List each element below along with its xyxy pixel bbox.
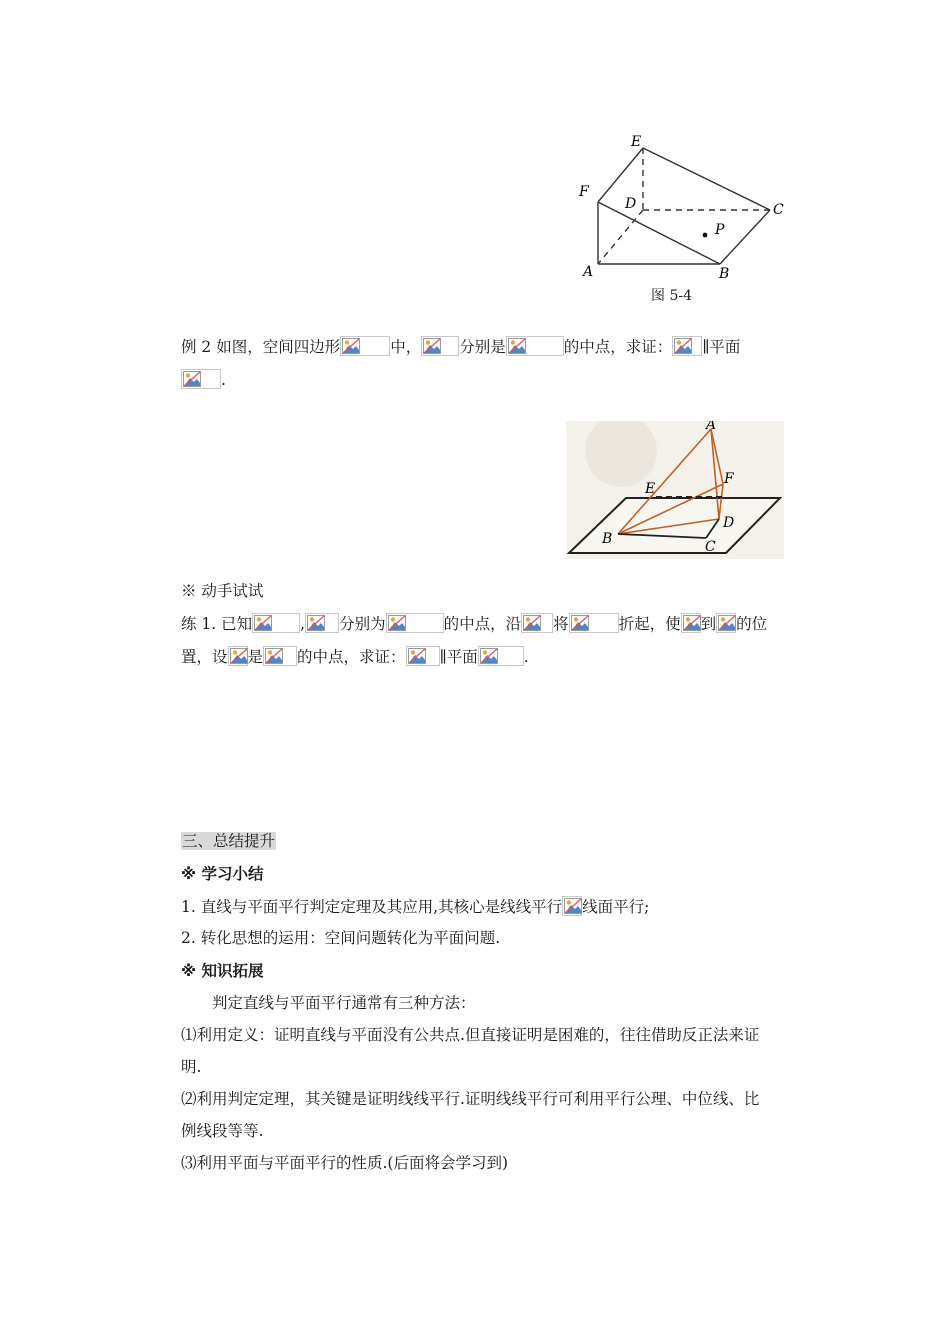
practice-text: 是: [247, 648, 264, 666]
practice-text: 将: [553, 615, 569, 633]
method-3: ⑶利用平面与平面平行的性质.(后面将会学习到): [181, 1154, 509, 1172]
label-B: B: [719, 266, 730, 278]
formula-image: [681, 613, 701, 633]
section-title-text: 三、总结提升: [182, 832, 276, 850]
figure-prism: [575, 128, 795, 308]
example2-text: ∥平面: [702, 338, 741, 356]
label-F: F: [724, 471, 734, 487]
label-E: E: [645, 481, 656, 497]
practice-text: 折起，使: [618, 615, 681, 633]
formula-image: [263, 646, 297, 666]
practice-text: 置，设: [181, 648, 228, 666]
formula-image: [386, 613, 444, 633]
extension-intro: 判定直线与平面平行通常有三种方法：: [212, 994, 476, 1012]
practice-text: 的中点，求证：: [297, 648, 406, 666]
example2-text: 例 2 如图，空间四边形: [181, 338, 341, 356]
summary-heading: ※ 学习小结: [181, 865, 264, 883]
label-C: C: [705, 539, 716, 555]
label-P: P: [715, 222, 725, 238]
formula-image: [478, 646, 524, 666]
practice-text: ∥平面: [439, 648, 478, 666]
label-F: F: [579, 184, 589, 200]
label-D: D: [625, 196, 637, 212]
example2-text: 的中点，求证：: [563, 338, 673, 356]
formula-image: [421, 336, 459, 356]
example2-line1: [181, 336, 740, 357]
practice1-line2: [181, 646, 529, 667]
section3-title: [181, 831, 276, 851]
example2-text: .: [221, 371, 226, 389]
practice-text: 的中点，沿: [443, 615, 522, 633]
practice-text: 分别为: [339, 615, 386, 633]
practice-text: .: [523, 648, 529, 666]
figure-tetrahedron: [566, 421, 784, 559]
label-E: E: [631, 134, 642, 150]
formula-image: [569, 613, 619, 633]
example2-line2: [181, 369, 226, 390]
label-C: C: [773, 202, 784, 218]
summary-item-2: 2. 转化思想的运用：空间问题转化为平面问题.: [181, 929, 501, 947]
example2-text: 中，: [390, 338, 422, 356]
label-D: D: [723, 515, 735, 531]
extension-heading: ※ 知识拓展: [181, 962, 264, 980]
practice-text: 的位: [736, 615, 768, 633]
formula-image: [562, 896, 582, 916]
practice-text: ,: [300, 615, 306, 633]
summary-text: 线面平行;: [582, 898, 650, 916]
practice1-line1: [181, 613, 767, 634]
formula-image: [340, 336, 390, 356]
summary-text: 1. 直线与平面平行判定定理及其应用,其核心是线线平行: [181, 898, 563, 916]
formula-image: [506, 336, 564, 356]
label-A: A: [706, 421, 717, 433]
label-A: A: [583, 264, 594, 278]
practice-text: 到: [700, 615, 717, 633]
formula-image: [716, 613, 736, 633]
example2-text: 分别是: [459, 338, 506, 356]
method-2-line1: ⑵利用判定定理，其关键是证明线线平行.证明线线平行可利用平行公理、中位线、比: [181, 1090, 760, 1108]
formula-image: [252, 613, 300, 633]
prism-diagram: [575, 128, 795, 278]
method-1-line2: 明.: [181, 1058, 202, 1076]
tetrahedron-diagram: [566, 421, 784, 559]
formula-image: [672, 336, 702, 356]
formula-image: [305, 613, 339, 633]
method-2-line2: 例线段等等.: [181, 1122, 264, 1140]
method-1-line1: ⑴利用定义：证明直线与平面没有公共点.但直接证明是困难的，往往借助反正法来证: [181, 1026, 760, 1044]
summary-item-1: [181, 896, 649, 917]
formula-image: [228, 646, 248, 666]
formula-image: [406, 646, 440, 666]
formula-image: [181, 369, 221, 389]
label-B: B: [602, 531, 613, 547]
practice-text: 练 1. 已知: [181, 615, 253, 633]
formula-image: [521, 613, 553, 633]
try-heading: ※ 动手试试: [181, 582, 264, 600]
figure1-caption: 图 5-4: [651, 288, 692, 304]
